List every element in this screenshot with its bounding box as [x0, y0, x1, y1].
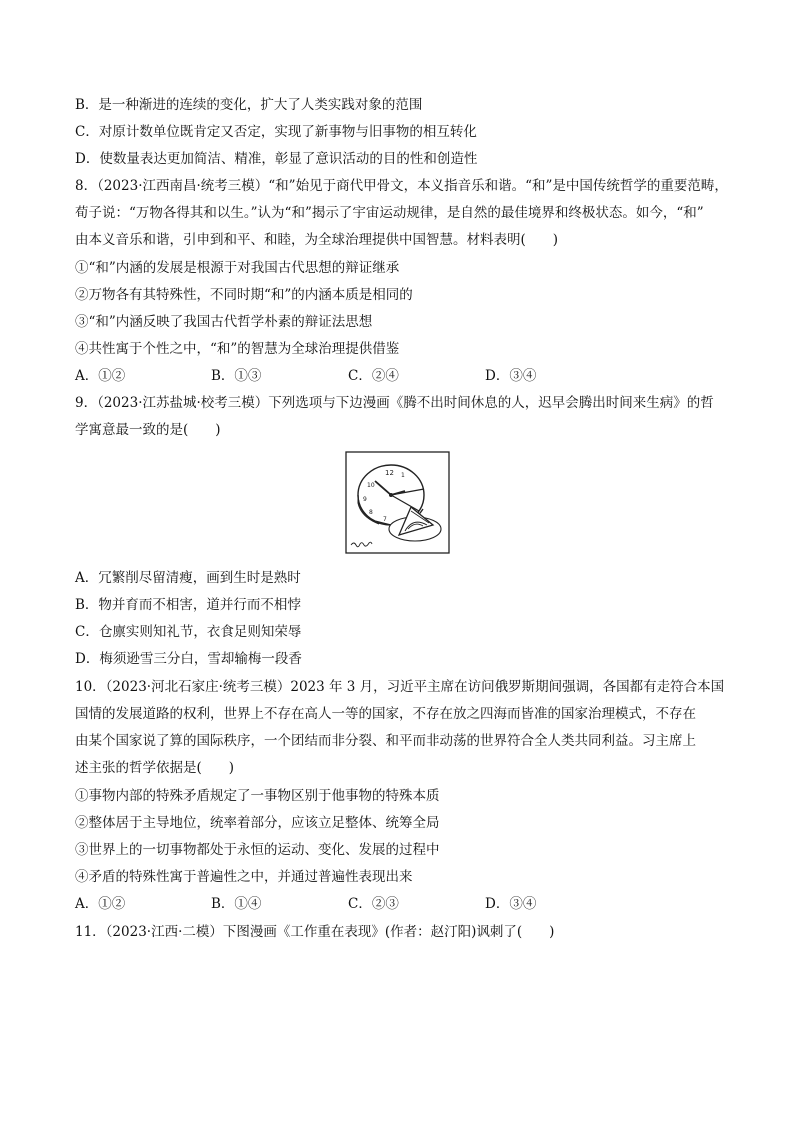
q8-statement-1: ①“和”内涵的发展是根源于对我国古代思想的辩证继承 [75, 260, 400, 276]
svg-text:12: 12 [385, 469, 394, 477]
q8-stem-line-2: 荀子说：“万物各得其和以生。”认为“和”揭示了宇宙运动规律，是自然的最佳境界和终极状态。如今，“和” [75, 205, 704, 221]
q10-stem-line-3: 由某个国家说了算的国际秩序，一个团结而非分裂、和平而非动荡的世界符合全人类共同利益。习主席上 [75, 733, 696, 749]
q8-choices [75, 366, 675, 386]
clock-pie-cartoon [345, 451, 450, 554]
svg-text:9: 9 [363, 496, 367, 503]
q10-statement-1: ①事物内部的特殊矛盾规定了一事物区别于他事物的特殊本质 [75, 788, 440, 804]
q9-stem-line-2: 学寓意最一致的是( ) [75, 422, 221, 438]
q10-choice-a: A．①② [75, 896, 126, 912]
svg-text:7: 7 [383, 516, 387, 523]
q8-statement-2: ②万物各有其特殊性，不同时期“和”的内涵本质是相同的 [75, 287, 413, 303]
q9-option-d: D．梅须逊雪三分白，雪却输梅一段香 [75, 651, 302, 667]
q8-stem-line-3: 由本义音乐和谐，引申到和平、和睦，为全球治理提供中国智慧。材料表明( ) [75, 232, 559, 248]
q8-statement-3: ③“和”内涵反映了我国古代哲学朴素的辩证法思想 [75, 314, 373, 330]
q7-option-b: B．是一种渐进的连续的变化，扩大了人类实践对象的范围 [75, 97, 423, 113]
q10-stem-line-1: 10．（2023·河北石家庄·统考三模）2023 年 3 月，习近平主席在访问俄罗斯期间强调，各国都有走符合本国 [75, 679, 725, 695]
q8-choice-a: A．①② [75, 368, 126, 384]
clock-pie-cartoon-icon [345, 451, 450, 554]
q10-stem-line-4: 述主张的哲学依据是( ) [75, 760, 235, 776]
q8-choice-d: D．③④ [485, 368, 537, 384]
q10-statement-4: ④矛盾的特殊性寓于普遍性之中，并通过普遍性表现出来 [75, 869, 413, 885]
q8-choice-c: C．②④ [348, 368, 399, 384]
svg-text:10: 10 [367, 482, 375, 489]
q8-choice-b: B．①③ [211, 368, 262, 384]
q10-statement-3: ③世界上的一切事物都处于永恒的运动、变化、发展的过程中 [75, 842, 440, 858]
q9-option-c: C．仓廪实则知礼节，衣食足则知荣辱 [75, 624, 302, 640]
q9-stem-line-1: 9．（2023·江苏盐城·校考三模）下列选项与下边漫画《腾不出时间休息的人，迟早会腾出时间来生病》的哲 [75, 395, 714, 411]
q7-option-c: C．对原计数单位既肯定又否定，实现了新事物与旧事物的相互转化 [75, 124, 477, 140]
q10-statement-2: ②整体居于主导地位，统率着部分，应该立足整体、统筹全局 [75, 815, 440, 831]
q8-statement-4: ④共性寓于个性之中，“和”的智慧为全球治理提供借鉴 [75, 341, 400, 357]
q7-option-d: D．使数量表达更加简洁、精准，彰显了意识活动的目的性和创造性 [75, 151, 478, 167]
q10-stem-line-2: 国情的发展道路的权利，世界上不存在高人一等的国家，不存在放之四海而皆准的国家治理模式，不存在 [75, 706, 696, 722]
q10-choice-c: C．②③ [348, 896, 399, 912]
q8-stem-line-1: 8．（2023·江西南昌·统考三模）“和”始见于商代甲骨文，本义指音乐和谐。“和”是中国传统哲学的重要范畴， [75, 178, 728, 194]
q10-choice-b: B．①④ [211, 896, 262, 912]
q9-option-a: A．冗繁削尽留清瘦，画到生时是熟时 [75, 570, 301, 586]
svg-text:8: 8 [369, 509, 373, 516]
q9-option-b: B．物并育而不相害，道并行而不相悖 [75, 597, 301, 613]
q10-choices [75, 894, 675, 914]
q10-choice-d: D．③④ [485, 896, 537, 912]
svg-text:1: 1 [401, 472, 405, 479]
q11-stem: 11．（2023·江西·二模）下图漫画《工作重在表现》(作者：赵汀阳)讽刺了( ) [75, 924, 555, 940]
